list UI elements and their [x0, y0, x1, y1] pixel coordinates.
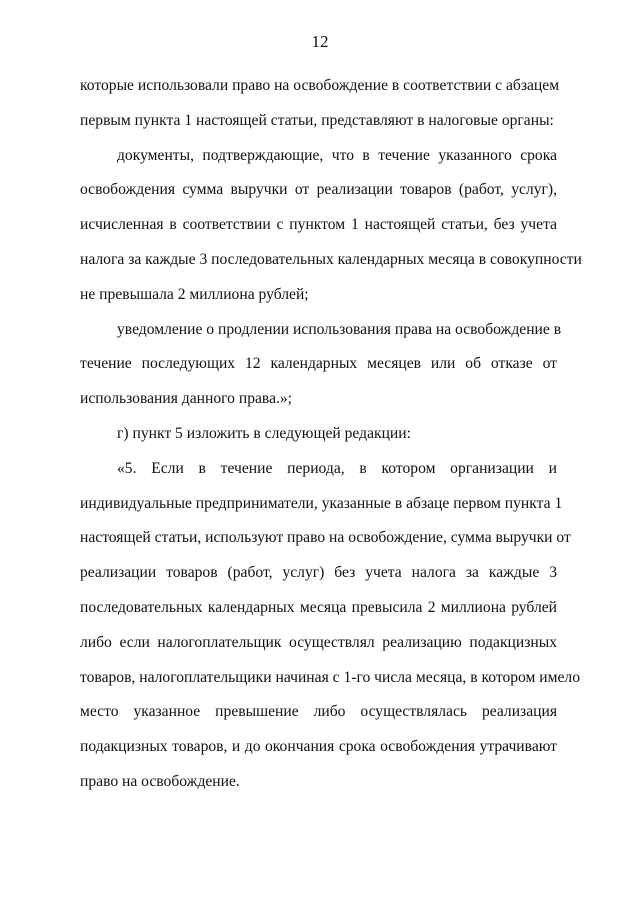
paragraph-documents: [80, 139, 582, 313]
paragraph-point-5: [80, 452, 581, 800]
document-body: [80, 69, 582, 800]
text-line: последовательных календарных месяца превысила 2 миллиона рублей: [80, 598, 557, 616]
text-line: «5. Если в течение периода, в котором организации и: [117, 459, 557, 477]
paragraph-intro: [80, 69, 560, 139]
text-line: первым пункта 1 настоящей статьи, представляют в налоговые органы:: [80, 111, 554, 129]
page-number: 12: [311, 32, 329, 51]
text-line: реализации товаров (работ, услуг) без учета налога за каждые 3: [80, 564, 557, 582]
text-line: налога за каждые 3 последовательных календарных месяца в совокупности: [80, 250, 582, 268]
text-line: подакцизных товаров, и до окончания срока освобождения утрачивают: [80, 738, 557, 756]
paragraph-item-g: [80, 417, 557, 452]
text-line: документы, подтверждающие, что в течение указанного срока: [117, 146, 557, 164]
text-line: освобождения сумма выручки от реализации товаров (работ, услуг),: [80, 181, 557, 199]
text-line: право на освобождение.: [80, 772, 240, 790]
text-line: которые использовали право на освобождение в соответствии с абзацем: [80, 77, 560, 94]
text-line: не превышала 2 миллиона рублей;: [80, 285, 309, 303]
text-line: индивидуальные предприниматели, указанные в абзаце первом пункта 1: [80, 494, 563, 512]
text-line: течение последующих 12 календарных месяцев или об отказе от: [80, 355, 557, 373]
text-line: уведомление о продлении использования права на освобождение в: [117, 320, 562, 338]
text-line: использования данного права.»;: [80, 390, 293, 408]
text-line: г) пункт 5 изложить в следующей редакции:: [117, 424, 411, 442]
text-line: место указанное превышение либо осуществлялась реализация: [80, 703, 557, 721]
text-line: настоящей статьи, используют право на освобождение, сумма выручки от: [80, 529, 571, 547]
paragraph-notice: [80, 313, 562, 417]
text-line: исчисленная в соответствии с пунктом 1 настоящей статьи, без учета: [80, 216, 557, 234]
text-line: товаров, налогоплательщики начиная с 1-го числа месяца, в котором имело: [80, 668, 581, 686]
text-line: либо если налогоплательщик осуществлял реализацию подакцизных: [80, 633, 557, 651]
